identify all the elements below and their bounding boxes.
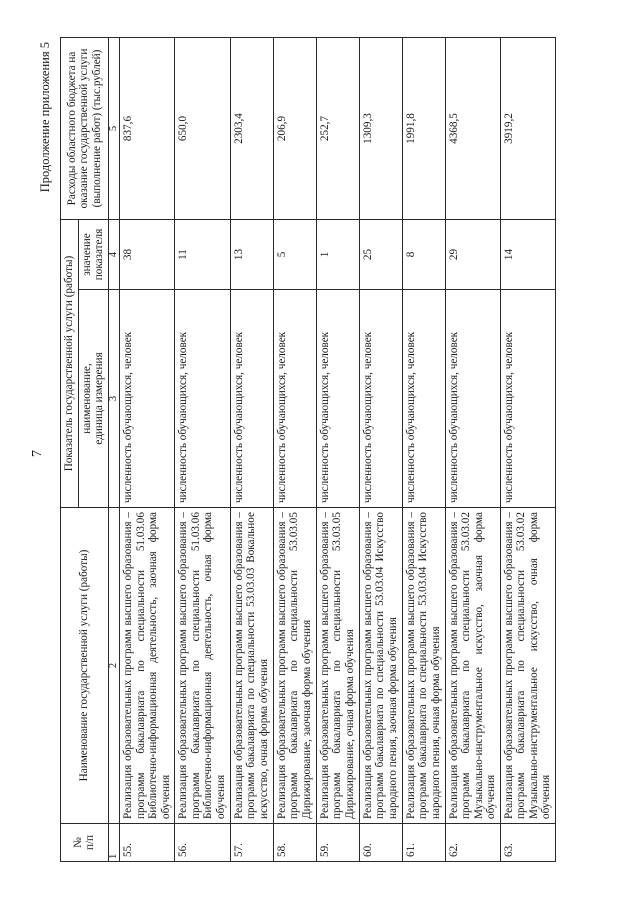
table-row (500, 38, 555, 862)
service-name: Реализация образовательных программ высшего образования – программ бакалавриата по специальности 53.03.05 Дирижирование, заочная форма обучения (273, 508, 316, 824)
indicator-value: 14 (500, 220, 555, 290)
service-name: Реализация образовательных программ высшего образования – программ бакалавриата по специальности 53.03.05 Дирижирование, очная форма обучения (316, 508, 359, 824)
header-value: значение показателя (78, 220, 108, 290)
indicator-unit: численность обучающихся, человек (273, 290, 316, 508)
header-name: Наименование государственной услуги (работы) (61, 508, 109, 824)
service-name: Реализация образовательных программ высшего образования – программ бакалавриата по специальности 53.03.03 Вокальное искусство, очная форма обучения (230, 508, 273, 824)
table-row (273, 38, 316, 862)
row-number: 63. (500, 824, 555, 862)
column-number-row (108, 38, 120, 862)
continuation-label: Продолжение приложения 5 (38, 42, 52, 193)
column-number: 4 (108, 220, 120, 290)
row-number: 55. (120, 824, 175, 862)
header-row (61, 38, 79, 862)
row-number: 58. (273, 824, 316, 862)
table-row (445, 38, 500, 862)
expenses-value: 3919,2 (500, 38, 555, 220)
header-expenses: Расходы областного бюджета на оказание государственной услуги (выполнение работ) (тыс.рублей) (61, 38, 109, 220)
indicator-value: 29 (445, 220, 500, 290)
indicator-value: 13 (230, 220, 273, 290)
service-name: Реализация образовательных программ высшего образования – программ бакалавриата по специальности 53.03.02 Музыкально-инструментальное искусство, очная форма обучения (500, 508, 555, 824)
expenses-value: 837,6 (120, 38, 175, 220)
expenses-value: 1309,3 (359, 38, 402, 220)
row-number: 61. (402, 824, 445, 862)
expenses-value: 206,9 (273, 38, 316, 220)
table-row (230, 38, 273, 862)
column-number: 2 (108, 508, 120, 824)
header-indicator-group: Показатель государственной услуги (работы) (61, 220, 79, 508)
indicator-unit: численность обучающихся, человек (402, 290, 445, 508)
indicator-unit: численность обучающихся, человек (445, 290, 500, 508)
row-number: 62. (445, 824, 500, 862)
service-name: Реализация образовательных программ высшего образования – программ бакалавриата по специальности 51.03.06 Библиотечно-информационная деятельность, очная форма обучения (175, 508, 230, 824)
service-name: Реализация образовательных программ высшего образования – программ бакалавриата по специальности 51.03.06 Библиотечно-информационная деятельность, заочная форма обучения (120, 508, 175, 824)
service-name: Реализация образовательных программ высшего образования – программ бакалавриата по специальности 53.03.02 Музыкально-инструментальное искусство, заочная форма обучения (445, 508, 500, 824)
service-name: Реализация образовательных программ высшего образования – программ бакалавриата по специальности 53.03.04 Искусство народного пения, заочная форма обучения (359, 508, 402, 824)
indicator-value: 8 (402, 220, 445, 290)
service-name: Реализация образовательных программ высшего образования – программ бакалавриата по специальности 53.03.04 Искусство народного пения, очная форма обучения (402, 508, 445, 824)
indicator-unit: численность обучающихся, человек (230, 290, 273, 508)
indicator-value: 11 (175, 220, 230, 290)
row-number: 56. (175, 824, 230, 862)
table-row (316, 38, 359, 862)
row-number: 57. (230, 824, 273, 862)
column-number: 1 (108, 824, 120, 862)
page-number: 7 (30, 450, 45, 457)
expenses-value: 1991,8 (402, 38, 445, 220)
table-row (359, 38, 402, 862)
indicator-value: 38 (120, 220, 175, 290)
indicator-unit: численность обучающихся, человек (500, 290, 555, 508)
indicator-unit: численность обучающихся, человек (175, 290, 230, 508)
services-table (60, 37, 556, 862)
indicator-unit: численность обучающихся, человек (120, 290, 175, 508)
row-number: 59. (316, 824, 359, 862)
indicator-unit: численность обучающихся, человек (316, 290, 359, 508)
expenses-value: 2303,4 (230, 38, 273, 220)
expenses-value: 650,0 (175, 38, 230, 220)
table-row (402, 38, 445, 862)
indicator-unit: численность обучающихся, человек (359, 290, 402, 508)
expenses-value: 4368,5 (445, 38, 500, 220)
column-number: 5 (108, 38, 120, 220)
indicator-value: 25 (359, 220, 402, 290)
indicator-value: 1 (316, 220, 359, 290)
column-number: 3 (108, 290, 120, 508)
row-number: 60. (359, 824, 402, 862)
expenses-value: 252,7 (316, 38, 359, 220)
table-row (120, 38, 175, 862)
indicator-value: 5 (273, 220, 316, 290)
header-no: № п/п (61, 824, 109, 862)
header-unit: наименование, единица измерения (78, 290, 108, 508)
table-row (175, 38, 230, 862)
